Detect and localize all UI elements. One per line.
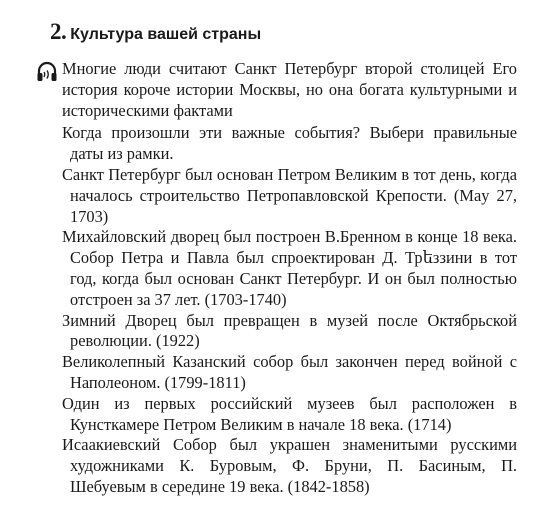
fact-paragraph: Один из первых российский музеев был расположен в Кунсткамере Петром Великим в начале 18 века. (1714) (62, 393, 517, 434)
headphones-icon (36, 60, 58, 84)
section-heading (50, 20, 261, 47)
section-title: Культура вашей страны (70, 26, 262, 43)
task-instruction: Когда произошли эти важные события? Выбери правильные даты из рамки. (62, 123, 517, 164)
exercise-text (62, 59, 517, 498)
fact-paragraph: Михайловский дворец был построен В.Бренном в конце 18 века. Собор Петра и Павла был спроектирован Д. Трեззини в тот год, когда был основан Санкт Петербург. И он был полностью отстроен за 37 лет. (1703-1740) (62, 227, 517, 309)
fact-paragraph: Великолепный Казанский собор был закончен перед войной с Наполеоном. (1799-1811) (62, 352, 517, 392)
fact-paragraph: Исаакиевский Собор был украшен знаменитыми русскими художниками К. Буровым, Ф. Бруни, П. Басиным, П. Шебуевым в середине 19 века. (1842-1858) (62, 435, 517, 496)
section-number: 2. (50, 19, 67, 44)
intro-paragraph: Многие люди считают Санкт Петербург второй столицей Его история короче истории Москвы, но она богата культурными и историческими фактами (62, 59, 517, 120)
fact-paragraph: Зимний Дворец был превращен в музей после Октябрьской революции. (1922) (62, 310, 517, 351)
fact-paragraph: Санкт Петербург был основан Петром Великим в тот день, когда началось строительство Петропавловской Крепости. (May 27, 1703) (62, 164, 517, 226)
